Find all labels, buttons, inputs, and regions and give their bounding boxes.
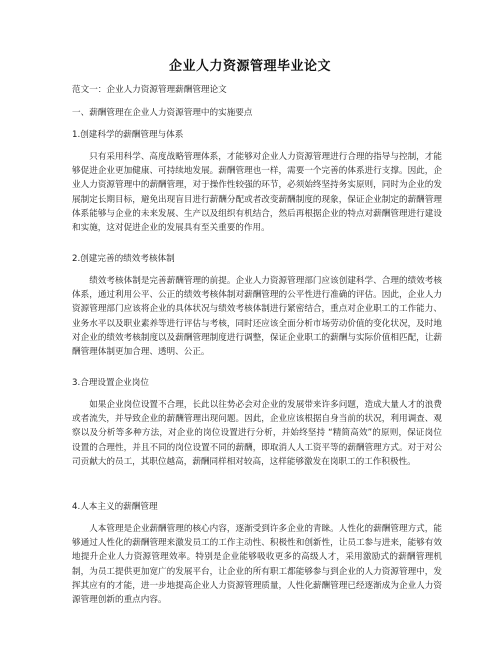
subsection-heading-1: 1.创建科学的薪酬管理与体系 [72,130,184,140]
paragraph-2: 绩效考核体制是完善薪酬管理的前提。企业人力资源管理部门应该创建科学、合理的绩效考核体系，通过利用公平、公正的绩效考核体制对薪酬管理的公平性进行准确的评估。因此，企业人力资源管理部门应该将企业的具体状况与绩效考核体制进行紧密结合，重点对企业职工的工作能力、业务水平以及职业素养等进行评估与考核，同时还应该全面分析市场劳动价值的变化状况，及时地对企业的绩效考核制度以及薪酬管理制度进行调整，保证企业职工的薪酬与实际价值相匹配，让薪酬管理体制更加合理、透明、公正。 [72,276,442,358]
document-title: 企业人力资源管理毕业论文 [168,59,331,74]
sample-essay-heading: 范文一：企业人力资源管理薪酬管理论文 [72,85,227,95]
subsection-heading-2: 2.创建完善的绩效考核体制 [72,254,175,264]
paragraph-1: 只有采用科学、高度战略管理体系，才能够对企业人力资源管理进行合理的指导与控制，才能够促进企业更加健康、可持续地发展。薪酬管理也一样，需要一个完善的体系进行支撑。因此，企业人力资源管理中的薪酬管理，对于操作性较强的环节，必须始终坚持务实原则，同时为企业的发展制定长期目标，避免出现盲目进行薪酬分配或者改变薪酬制度的现象，保证企业制定的薪酬管理体系能够与企业的未来发展、生产以及组织有机结合，然后再根据企业的特点对薪酬管理进行建设和实施，这对促进企业的发展具有至关重要的作用。 [72,152,442,234]
paragraph-4: 人本管理是企业薪酬管理的核心内容，逐渐受到许多企业的青睐。人性化的薪酬管理方式，能够通过人性化的薪酬管理来激发员工的工作主动性、积极性和创新性，让员工参与进来，能够有效地提升企业人力资源管理效率。特别是企业能够吸收更多的高级人才，采用激励式的薪酬管理机制，为员工提供更加宽广的发展平台，让企业的所有职工都能够参与到企业的人力资源管理中，发挥其应有的才能，进一步地提高企业人力资源管理质量，人性化薪酬管理已经逐渐成为企业人力资源管理创新的重点内容。 [72,524,442,606]
section-heading-1: 一、薪酬管理在企业人力资源管理中的实施要点 [72,108,253,118]
subsection-heading-3: 3.合理设置企业岗位 [72,378,149,388]
subsection-heading-4: 4.人本主义的薪酬管理 [72,502,158,512]
paragraph-3: 如果企业岗位设置不合理，长此以往势必会对企业的发展带来许多问题，造成大量人才的浪费或者流失，并导致企业的薪酬管理出现问题。因此，企业应该根据自身当前的状况，利用调查、观察以及分析等多种方法，对企业的岗位设置进行分析，并始终坚持 “精简高效”的原则，保证岗位设置的合理性，并且不同的岗位设置不同的薪酬，即取消人人工资平等的薪酬管理方式。对于对公司贡献大的员工，其职位越高，薪酬同样相对较高，这样能够激发在岗职工的工作积极性。 [72,400,442,467]
